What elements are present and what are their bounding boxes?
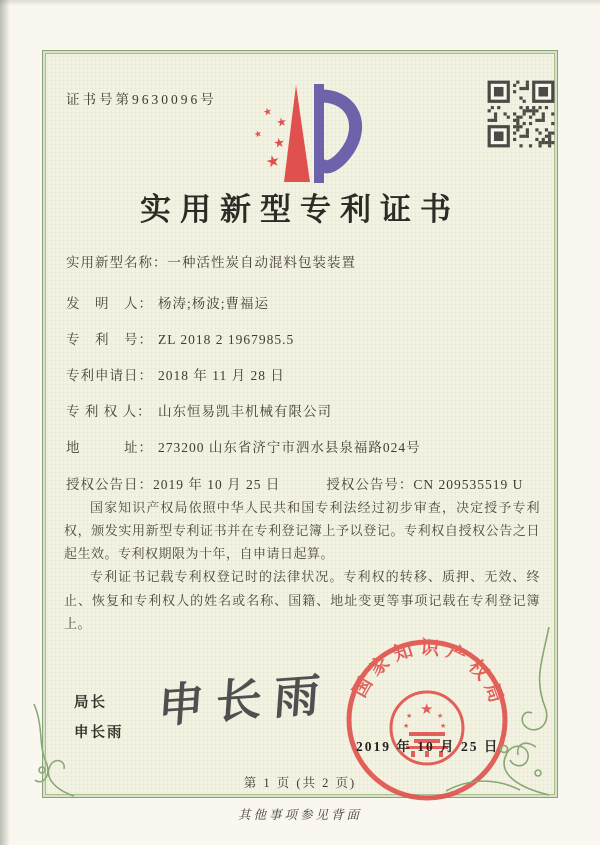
legal-text	[64, 496, 540, 635]
field-value: 273200 山东省济宁市泗水县泉福路024号	[158, 440, 421, 455]
certificate-number: 证书号第9630096号	[66, 92, 217, 107]
field-row-patent-no	[66, 329, 540, 350]
seal-text: 国家知识产权局	[349, 637, 509, 712]
director-signature: 申长雨	[156, 668, 334, 733]
svg-text:★: ★	[263, 150, 282, 172]
field-label: 专利申请日：	[66, 368, 153, 383]
field-label: 地 址：	[66, 440, 153, 455]
grant-row	[66, 473, 540, 493]
svg-text:★: ★	[272, 135, 287, 152]
svg-text:★: ★	[420, 700, 434, 718]
field-value: 2018 年 11 月 28 日	[158, 368, 285, 383]
grant-date	[66, 473, 280, 493]
field-list	[66, 252, 540, 493]
svg-text:★: ★	[437, 712, 444, 720]
certificate-title: 实用新型专利证书	[140, 192, 460, 227]
grant-no-value: CN 209535519 U	[413, 477, 524, 492]
field-row-filing-date	[66, 365, 540, 386]
field-row-inventors	[66, 293, 540, 314]
svg-text:★: ★	[403, 722, 410, 730]
field-row-address	[66, 437, 540, 458]
patent-office-logo-icon	[236, 82, 368, 188]
grant-date-value: 2019 年 10 月 25 日	[153, 477, 281, 492]
field-label: 实用新型名称：	[66, 255, 168, 270]
page-number: 第 1 页 (共 2 页)	[243, 776, 357, 790]
seal-date: 2019 年 10 月 25 日	[356, 739, 500, 754]
back-side-note: 其他事项参见背面	[237, 808, 362, 822]
field-value: 杨涛;杨波;曹福运	[158, 296, 270, 311]
svg-text:★: ★	[252, 128, 264, 141]
svg-text:★: ★	[275, 114, 289, 130]
field-row-patentee	[66, 401, 540, 422]
field-row-name	[66, 252, 540, 273]
field-label: 专 利 号：	[66, 332, 153, 347]
svg-text:★: ★	[440, 722, 447, 730]
legal-paragraph-2: 专利证书记载专利权登记时的法律状况。专利权的转移、质押、无效、终止、恢复和专利权人的姓名或名称、国籍、地址变更等事项记载在专利登记簿上。	[64, 569, 540, 631]
field-label: 专 利 权 人：	[66, 404, 152, 419]
signer-name: 申长雨	[74, 725, 124, 741]
field-value: 一种活性炭自动混料包装装置	[167, 255, 356, 270]
signer-block	[74, 688, 124, 748]
signer-title: 局长	[74, 695, 107, 711]
legal-paragraph-1: 国家知识产权局依照中华人民共和国专利法经过初步审查，决定授予专利权，颁发实用新型专利证书并在专利登记簿上予以登记。专利权自授权公告之日起生效。专利权期限为十年，自申请日起算。	[64, 500, 540, 562]
svg-text:★: ★	[262, 106, 274, 119]
grant-date-label: 授权公告日：	[66, 477, 153, 492]
field-value: ZL 2018 2 1967985.5	[158, 332, 295, 347]
field-value: 山东恒易凯丰机械有限公司	[158, 404, 332, 419]
svg-text:★: ★	[406, 712, 413, 720]
field-label: 发 明 人：	[66, 296, 153, 311]
grant-no-label: 授权公告号：	[326, 477, 414, 492]
corner-flourish-icon	[446, 627, 556, 797]
qr-code	[486, 79, 556, 149]
grant-number	[326, 473, 523, 493]
